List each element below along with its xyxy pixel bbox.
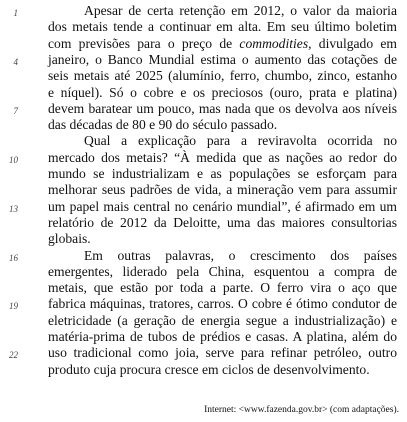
line-number: 10 (9, 154, 18, 165)
source-citation: Internet: <www.fazenda.gov.br> (com adaptações). (204, 405, 399, 415)
text-line (48, 117, 397, 133)
text-segment: eletricidade (a geração de energia segue a industrialização) e (48, 312, 397, 328)
text-segment: produto cuja procura cresce em ciclos de desenvolvimento. (48, 361, 370, 377)
text-segment: com previsões para o preço de (48, 35, 240, 51)
text-line (48, 345, 397, 361)
text-segment: uso tradicional como joia, serve para refinar petróleo, outro (48, 345, 397, 361)
text-segment: das décadas de 80 e 90 do século passado. (48, 117, 278, 133)
text-segment: dos metais tende a continuar em alta. Em seu último boletim (48, 19, 397, 35)
text-line (84, 3, 397, 19)
italic-term: commodities (239, 35, 309, 51)
text-segment: , divulgado em (308, 35, 398, 51)
text-segment: fabrica máquinas, tratores, carros. O cobre é ótimo condutor de (48, 296, 397, 312)
text-segment: Em outras palavras, o crescimento dos países (84, 247, 397, 263)
text-line (48, 68, 397, 84)
text-segment: metais, que estão por toda a parte. O ferro vira o aço que (48, 280, 397, 296)
text-line (48, 313, 397, 329)
text-line (48, 296, 397, 312)
text-segment: mercado dos metais? “À medida que as nações ao redor do (48, 149, 397, 165)
text-line (48, 199, 397, 215)
text-segment: seis metais até 2025 (alumínio, ferro, chumbo, zinco, estanho (48, 68, 397, 84)
text-line (48, 329, 397, 345)
text-line (84, 133, 397, 149)
line-number: 13 (9, 203, 18, 214)
text-line (48, 19, 397, 35)
text-line (48, 280, 397, 296)
text-segment: melhorar seus padrões de vida, a mineração vem para assumir (48, 182, 397, 198)
line-number: 19 (9, 301, 18, 312)
line-number: 4 (13, 56, 18, 67)
text-line (48, 101, 397, 117)
text-line (48, 362, 397, 378)
line-number: 7 (13, 105, 18, 116)
text-segment: devem baratear um pouco, mas nada que os devolva aos níveis (48, 100, 397, 116)
text-line (48, 166, 397, 182)
line-number: 16 (9, 252, 18, 263)
text-segment: relatório de 2012 da Deloitte, uma das maiores consultorias (48, 214, 397, 230)
text-segment: mundo se industrializam e as populações se esforçam para (48, 166, 397, 181)
text-segment: globais. (48, 231, 91, 247)
text-line (48, 182, 397, 198)
text-segment: um papel mais central no cenário mundial”, é afirmado em um (48, 198, 397, 214)
text-segment: matéria-prima de tubos de prédios e casas. A platina, além do (48, 329, 397, 344)
line-number: 22 (9, 350, 18, 361)
text-line (48, 231, 397, 247)
text-segment: janeiro, o Banco Mundial estima o aumento das cotações de (48, 51, 397, 67)
text-line (48, 52, 397, 68)
text-segment: e níquel). Só o cobre e os preciosos (ouro, prata e platina) (48, 84, 397, 100)
text-line (48, 264, 397, 280)
text-line (48, 150, 397, 166)
text-segment: Qual a explicação para a reviravolta ocorrida no (84, 133, 397, 149)
text-line (48, 36, 397, 52)
text-line (48, 85, 397, 101)
text-segment: Apesar de certa retenção em 2012, o valor da maioria (84, 3, 397, 18)
text-line (84, 248, 397, 264)
text-line (48, 215, 397, 231)
line-number: 1 (13, 8, 18, 18)
text-segment: emergentes, liderado pela China, esquentou a compra de (48, 263, 397, 279)
